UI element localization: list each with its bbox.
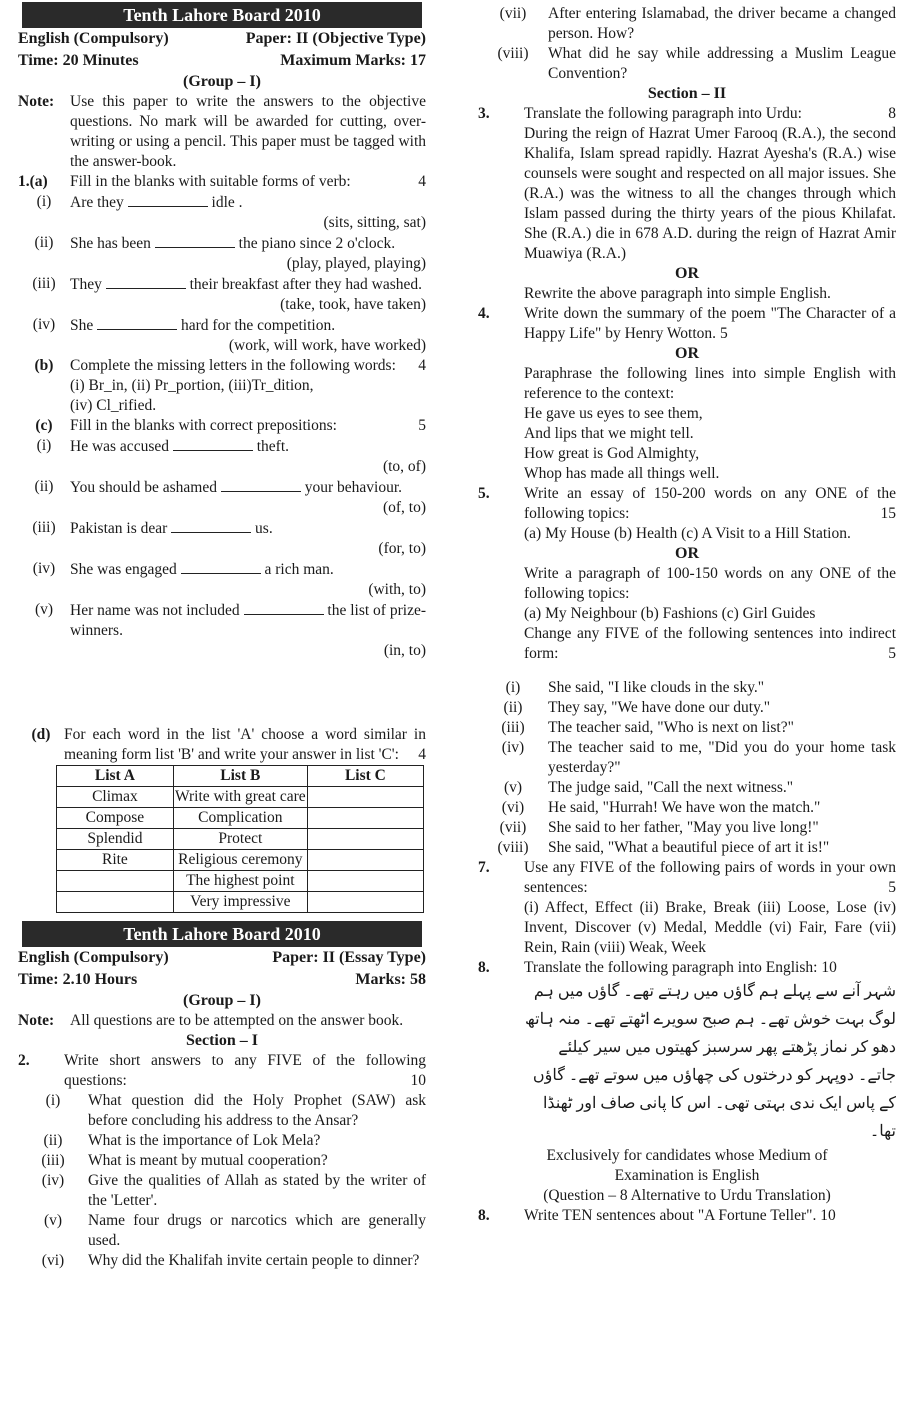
q1c-item-number: (i): [36, 437, 52, 454]
objective-time: Time: 20 Minutes: [18, 52, 139, 69]
essay-marks: Marks: 58: [355, 971, 426, 988]
q6-item: [478, 678, 896, 698]
q1c-blank: [244, 600, 324, 615]
q1c-item-options: (in, to): [383, 642, 426, 659]
table-header: List C: [307, 766, 423, 787]
q1a-item-pre: Are they: [70, 194, 124, 211]
q1c-item: [18, 518, 426, 539]
q1b-heading: (b) Complete the missing letters in the following words: 4: [34, 357, 426, 374]
q6-item-text: He said, "Hurrah! We have won the match.": [548, 799, 821, 816]
q1b-words-1: (i) Br_in, (ii) Pr_portion, (iii)Tr_dition,: [70, 377, 314, 394]
q1a-item-post: the piano since 2 o'clock.: [238, 235, 396, 252]
q2-item-text: What question did the Holy Prophet (SAW) ask before concluding his address to the Ansar?: [88, 1092, 426, 1129]
table-cell: [307, 808, 423, 829]
q1a-item: [18, 274, 426, 295]
essay-banner: Tenth Lahore Board 2010: [22, 921, 422, 947]
objective-banner: Tenth Lahore Board 2010: [22, 2, 422, 28]
q6-item-number: (iii): [501, 719, 525, 736]
q1a-blank: [128, 192, 208, 207]
table-cell: [307, 787, 423, 808]
q3-alt: Rewrite the above paragraph into simple English.: [524, 285, 831, 302]
q1c-item: [18, 600, 426, 641]
q1c-item-pre: He was accused: [70, 438, 169, 455]
q6-item-number: (vii): [499, 819, 527, 836]
q1b-words-2: (iv) Cl_rified.: [70, 397, 157, 414]
poem-line: How great is God Almighty,: [524, 445, 700, 462]
q6-item-text: She said, "I like clouds in the sky.": [548, 679, 765, 696]
q2-item: [478, 44, 896, 84]
q2-item-text: Why did the Khalifah invite certain people to dinner?: [88, 1252, 420, 1269]
q1a-item-text: [70, 192, 426, 213]
q1d-heading: (d) For each word in the list 'A' choose a word similar in meaning form list 'B' and write your answer in list 'C': 4: [31, 726, 426, 763]
q7-heading: 7. Use any FIVE of the following pairs of words in your own sentences: 5: [478, 859, 896, 896]
objective-paper: Paper: II (Objective Type): [245, 30, 426, 47]
q1c-item-text: [70, 559, 426, 580]
q1c-blank: [221, 477, 301, 492]
q6-item-number: (iv): [501, 739, 525, 756]
poem-line: He gave us eyes to see them,: [524, 405, 703, 422]
q1a-item-post: idle .: [211, 194, 243, 211]
q6-item-number: (i): [505, 679, 521, 696]
q6-heading: Change any FIVE of the following sentences into indirect form: 5: [524, 625, 896, 662]
q1a-blank: [155, 233, 235, 248]
q6-item-number: (viii): [497, 839, 529, 856]
q1c-item-text: [70, 436, 426, 457]
q1a-item-number: (i): [36, 193, 52, 210]
q1a-item-pre: They: [70, 276, 102, 293]
q6-item-text: They say, "We have done our duty.": [548, 699, 771, 716]
q1a-item: [18, 233, 426, 254]
q1c-item-options: (to, of): [382, 458, 426, 475]
essay-header-row1: [18, 947, 426, 969]
q2-item-text: Give the qualities of Allah as stated by the writer of the 'Letter'.: [88, 1172, 426, 1209]
q1a-heading: 1.(a) Fill in the blanks with suitable forms of verb: 4: [18, 173, 426, 190]
q1c-item-post: theft.: [256, 438, 290, 455]
q6-item-number: (v): [503, 779, 523, 796]
q2-item-number: (iv): [41, 1172, 65, 1189]
table-cell: Very impressive: [173, 892, 307, 913]
q2-item-number: (ii): [43, 1132, 63, 1149]
q2-item-number: (viii): [497, 45, 529, 62]
q2-item: [18, 1131, 426, 1151]
table-header: List A: [57, 766, 174, 787]
q7-pairs: (i) Affect, Effect (ii) Brake, Break (iii) Loose, Lose (iv) Invent, Discover (v) Medal, Meddle (vi) Fair, Fare (vii) Rein, Rain (viii) Weak, Week: [524, 899, 896, 956]
table-row: [57, 850, 424, 871]
q1c-blank: [181, 559, 261, 574]
q2-item: [18, 1211, 426, 1251]
q1a-item-pre: She: [70, 317, 94, 334]
q2-list-left: [18, 1091, 426, 1271]
q1a-item-pre: She has been: [70, 235, 151, 252]
q1a-item-post: their breakfast after they had washed.: [189, 276, 423, 293]
q1c-item-number: (iv): [32, 560, 56, 577]
q2-heading: 2. Write short answers to any FIVE of the following questions: 10: [18, 1052, 426, 1089]
q1a-item-options: (play, played, playing): [286, 255, 426, 272]
q2-item-number: (vi): [41, 1252, 65, 1269]
exclusive-line-3: (Question – 8 Alternative to Urdu Translation): [543, 1187, 831, 1204]
essay-group: (Group – I): [183, 992, 261, 1009]
table-cell: Protect: [173, 829, 307, 850]
q2-item: [18, 1171, 426, 1211]
matching-table: [56, 765, 424, 913]
q6-item: [478, 818, 896, 838]
essay-paper: Paper: II (Essay Type): [272, 949, 426, 966]
q1a-item-number: (iii): [32, 275, 56, 292]
q1c-item-options: (for, to): [378, 540, 426, 557]
q3-or: OR: [675, 265, 699, 282]
q6-item: [478, 838, 896, 858]
q1c-item-post: a rich man.: [264, 561, 334, 578]
objective-group: (Group – I): [183, 73, 261, 90]
q6-item: [478, 798, 896, 818]
q6-item: [478, 778, 896, 798]
q8-heading: 8. Translate the following paragraph into English: 10: [478, 959, 837, 976]
q1a-blank: [97, 315, 177, 330]
q6-item-number: (ii): [503, 699, 523, 716]
exclusive-line-2: Examination is English: [614, 1167, 760, 1184]
section-2-heading: Section – II: [647, 85, 727, 102]
essay-header-row2: [18, 969, 426, 991]
q1c-item-post: your behaviour.: [304, 479, 403, 496]
q8-urdu-paragraph: شہر آنے سے پہلے ہم گاؤں میں رہتے تھے۔ گاؤں میں ہم لوگ بہت خوش تھے۔ ہم صبح سویرے اٹھتے تھے۔ منہ ہاتھ دھو کر نماز پڑھتے پھر سرسبز کھیتوں میں سیر کیلئے جاتے۔ دوپہر کو درختوں کی چھاؤں میں سوتے تھے۔ گاؤں کے پاس ایک ندی بہتی تھی۔ اس کا پانی صاف اور ٹھنڈا تھا۔: [525, 983, 896, 1140]
exclusive-line-1: Exclusively for candidates whose Medium of: [546, 1147, 828, 1164]
q5-or: OR: [675, 545, 699, 562]
q8b-heading: 8. Write TEN sentences about "A Fortune Teller". 10: [478, 1207, 836, 1224]
q2-item-number: (v): [43, 1212, 63, 1229]
q1a-item-text: [70, 233, 426, 254]
section-1-heading: Section – I: [186, 1032, 258, 1049]
q6-item-text: She said, "What a beautiful piece of art it is!": [548, 839, 830, 856]
table-cell: Religious ceremony: [173, 850, 307, 871]
q1c-item: [18, 436, 426, 457]
q1a-item-options: (take, took, have taken): [280, 296, 426, 313]
table-row: [57, 787, 424, 808]
q1c-item-pre: Pakistan is dear: [70, 520, 168, 537]
poem-line: And lips that we might tell.: [524, 425, 694, 442]
table-row: [57, 871, 424, 892]
q6-item-text: She said to her father, "May you live long!": [548, 819, 819, 836]
table-row: [57, 829, 424, 850]
q1a-item-text: [70, 274, 426, 295]
table-row: [57, 892, 424, 913]
q3-heading: 3. Translate the following paragraph into Urdu: 8: [478, 105, 896, 122]
essay-subject: English (Compulsory): [18, 949, 169, 966]
q1a-item-number: (ii): [34, 234, 54, 251]
q1c-item-text: [70, 518, 426, 539]
q5-alt: Write a paragraph of 100-150 words on any ONE of the following topics:: [524, 565, 896, 602]
table-cell: [57, 871, 174, 892]
q1c-item-number: (iii): [32, 519, 56, 536]
table-cell: Splendid: [57, 829, 174, 850]
q2-item-text: What is the importance of Lok Mela?: [88, 1132, 321, 1149]
q1c-item-options: (of, to): [382, 499, 426, 516]
q1a-item: [18, 192, 426, 213]
q2-item-number: (iii): [41, 1152, 65, 1169]
q1c-blank: [173, 436, 253, 451]
q6-item-text: The judge said, "Call the next witness.": [548, 779, 794, 796]
q1c-item-pre: Her name was not included: [70, 602, 240, 619]
q1c-item-post: the list of prize-winners.: [70, 602, 426, 639]
q1c-list: [18, 436, 426, 661]
q2-item-number: (i): [45, 1092, 61, 1109]
table-cell: [307, 892, 423, 913]
q4-alt: Paraphrase the following lines into simple English with reference to the context:: [524, 365, 896, 402]
q2-item: [18, 1251, 426, 1271]
q2-item: [18, 1151, 426, 1171]
table-cell: Rite: [57, 850, 174, 871]
table-cell: [57, 892, 174, 913]
table-cell: [307, 850, 423, 871]
q1c-item-pre: She was engaged: [70, 561, 177, 578]
table-cell: Complication: [173, 808, 307, 829]
table-cell: [307, 829, 423, 850]
objective-subject: English (Compulsory): [18, 30, 169, 47]
objective-note: Note: Use this paper to write the answers to the objective questions. No mark will be awarded for cutting, over-writing or using a pencil. This paper must be tagged with the answer-book.: [18, 93, 426, 170]
right-column: [478, 0, 896, 1226]
table-row: [57, 808, 424, 829]
q6-item-text: The teacher said to me, "Did you do your home task yesterday?": [548, 739, 896, 776]
objective-header-row2: [18, 50, 426, 72]
q1c-item-pre: You should be ashamed: [70, 479, 217, 496]
table-cell: Compose: [57, 808, 174, 829]
q3-paragraph: During the reign of Hazrat Umer Farooq (R.A.), the second Khalifa, Islam spread rapidly. Hazrat Ayesha's (R.A.) wise counsels were sought and respected on all major issues. She (R.A.) was the witness to all the changes through which Islam passed during the thirty years of the pious Khilafat. She (R.A.) die in 678 A.D. during the reign of Hazrat Amir Muawiya (R.A.): [524, 125, 896, 262]
q5-heading: 5. Write an essay of 150-200 words on any ONE of the following topics: 15: [478, 485, 896, 522]
table-header: List B: [173, 766, 307, 787]
q2-item-text: After entering Islamabad, the driver became a changed person. How?: [548, 5, 896, 42]
table-cell: The highest point: [173, 871, 307, 892]
q1c-item: [18, 477, 426, 498]
q2-list-right: [478, 4, 896, 84]
q1a-item: [18, 315, 426, 336]
q5-topics: (a) My House (b) Health (c) A Visit to a Hill Station.: [524, 525, 851, 542]
essay-note: Note: All questions are to be attempted on the answer book.: [18, 1012, 404, 1029]
q1a-item-post: hard for the competition.: [181, 317, 336, 334]
q1a-item-text: [70, 315, 426, 336]
q2-item: [478, 4, 896, 44]
q1c-heading: (c) Fill in the blanks with correct prepositions: 5: [35, 417, 426, 434]
q6-item: [478, 738, 896, 778]
q2-item-text: What did he say while addressing a Muslim League Convention?: [548, 45, 896, 82]
q1c-item: [18, 559, 426, 580]
q1c-item-post: us.: [255, 520, 273, 537]
poem-line: Whop has made all things well.: [524, 465, 720, 482]
q2-item-text: Name four drugs or narcotics which are generally used.: [88, 1212, 426, 1249]
objective-marks: Maximum Marks: 17: [280, 52, 426, 69]
q1a-item-options: (work, will work, have worked): [228, 337, 426, 354]
q6-item: [478, 718, 896, 738]
poem-lines: [478, 404, 896, 484]
q1c-blank: [171, 518, 251, 533]
q1c-item-options: (with, to): [368, 581, 426, 598]
q1c-item-number: (v): [34, 601, 54, 618]
q5-alt-topics: (a) My Neighbour (b) Fashions (c) Girl Guides: [524, 605, 816, 622]
table-cell: [307, 871, 423, 892]
q4-or: OR: [675, 345, 699, 362]
q6-item-number: (vi): [501, 799, 525, 816]
q2-item: [18, 1091, 426, 1131]
q6-list: [478, 678, 896, 858]
essay-time: Time: 2.10 Hours: [18, 971, 138, 988]
q2-item-text: What is meant by mutual cooperation?: [88, 1152, 328, 1169]
q1c-item-text: [70, 477, 426, 498]
q4-heading: 4. Write down the summary of the poem "The Character of a Happy Life" by Henry Wotton. 5: [478, 305, 896, 342]
q1c-item-text: [70, 600, 426, 641]
q1a-list: [18, 192, 426, 356]
left-column: [18, 0, 426, 1271]
objective-header-row1: [18, 28, 426, 50]
q6-item-text: The teacher said, "Who is next on list?": [548, 719, 794, 736]
q6-item: [478, 698, 896, 718]
q1a-item-options: (sits, sitting, sat): [323, 214, 426, 231]
q2-item-number: (vii): [499, 5, 527, 22]
table-cell: Write with great care: [173, 787, 307, 808]
table-cell: Climax: [57, 787, 174, 808]
q1c-item-number: (ii): [34, 478, 54, 495]
q1a-blank: [106, 274, 186, 289]
q1a-item-number: (iv): [32, 316, 56, 333]
